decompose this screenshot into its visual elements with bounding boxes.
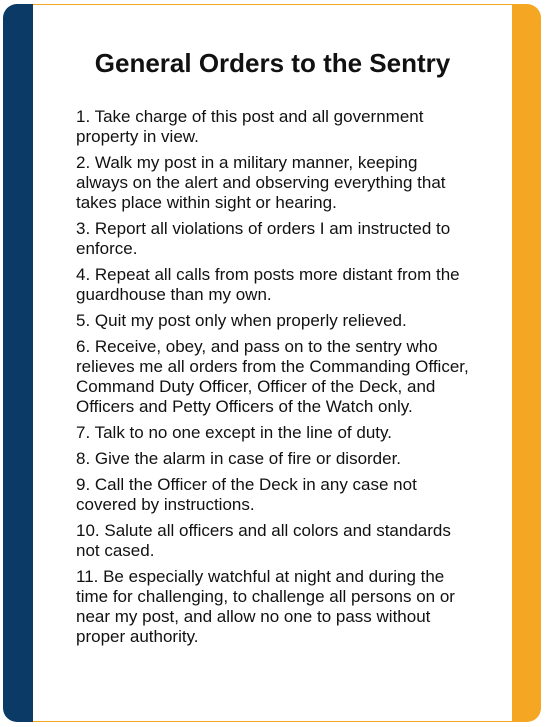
order-item: 2. Walk my post in a military manner, keeping always on the alert and observing everything that takes place within sight or hearing. bbox=[76, 153, 446, 212]
orders-list bbox=[76, 107, 471, 653]
content-panel bbox=[33, 4, 512, 722]
order-item: 8. Give the alarm in case of fire or disorder. bbox=[76, 449, 402, 468]
order-item: 10. Salute all officers and all colors and standards not cased. bbox=[76, 521, 451, 560]
order-item: 6. Receive, obey, and pass on to the sentry who relieves me all orders from the Commanding Officer, Command Duty Officer, Officer of the Deck, and Officers and Petty Officers of the Watch only. bbox=[76, 337, 469, 416]
right-accent-bar bbox=[512, 4, 541, 722]
left-accent-bar bbox=[3, 4, 33, 722]
order-item: 4. Repeat all calls from posts more distant from the guardhouse than my own. bbox=[76, 265, 460, 304]
order-item: 5. Quit my post only when properly relieved. bbox=[76, 311, 407, 330]
order-item: 9. Call the Officer of the Deck in any case not covered by instructions. bbox=[76, 475, 417, 514]
order-item: 1. Take charge of this post and all government property in view. bbox=[76, 107, 424, 146]
order-item: 7. Talk to no one except in the line of duty. bbox=[76, 423, 392, 442]
order-item: 3. Report all violations of orders I am instructed to enforce. bbox=[76, 219, 451, 258]
orders-card bbox=[3, 4, 541, 722]
order-item: 11. Be especially watchful at night and during the time for challenging, to challenge all persons on or near my post, and allow no one to pass without proper authority. bbox=[76, 567, 455, 646]
page-title: General Orders to the Sentry bbox=[94, 48, 451, 78]
